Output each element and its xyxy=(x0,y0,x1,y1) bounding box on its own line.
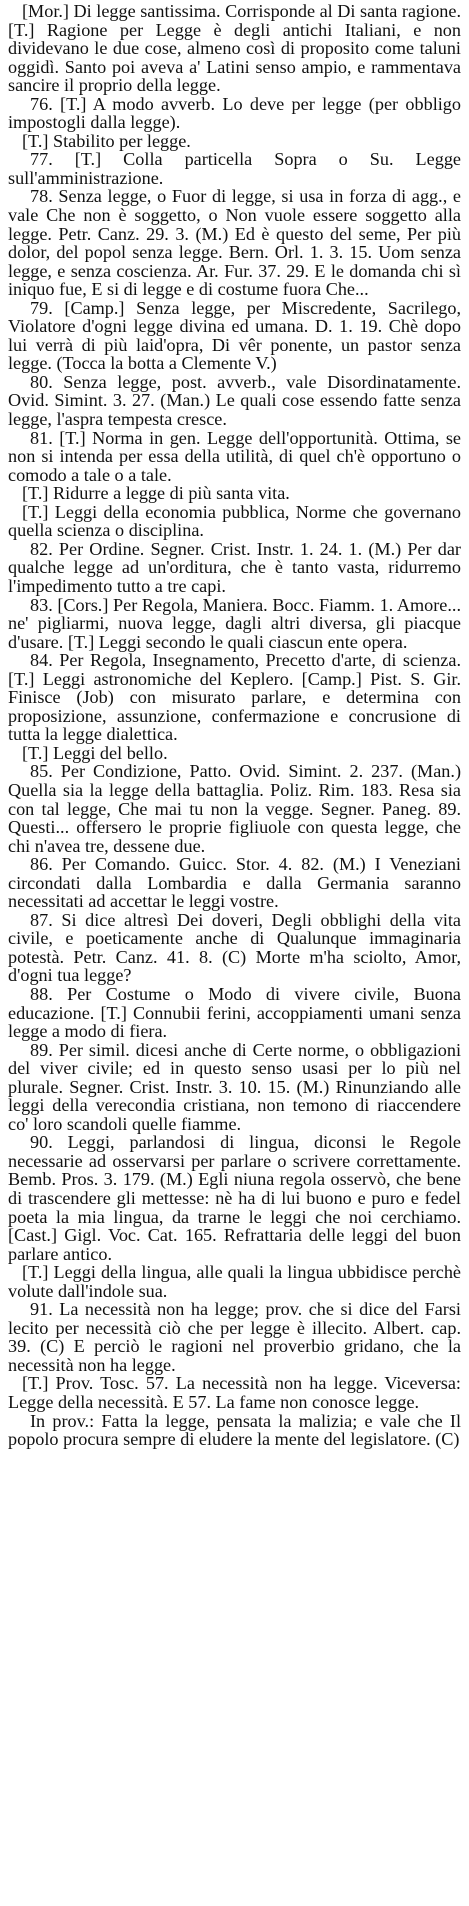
entry-paragraph: 91. La necessità non ha legge; prov. che si dice del Farsi lecito per necessità ciò che per legge è illecito. Albert. cap. 39. (C) E perciò le ragioni nel proverbio gridano, che la necessità non ha legge. xyxy=(8,1299,461,1375)
entry-paragraph: 76. [T.] A modo avverb. Lo deve per legge (per obbligo impostogli dalla legge). xyxy=(8,93,461,133)
entry-paragraph: 79. [Camp.] Senza legge, per Miscredente, Sacrilego, Violatore d'ogni legge divina ed umana. D. 1. 19. Chè dopo lui verrà di più laid'opra, Di vêr ponente, un pastor senza legge. (Tocca la botta a Clemente V.) xyxy=(8,297,461,374)
entry-paragraph: 89. Per simil. dicesi anche di Certe norme, o obbligazioni del viver civile; ed in questo senso usasi per lo più nel plurale. Segner. Crist. Instr. 3. 10. 15. (M.) Rinunziando alle leggi della verecondia cristiana, non temono di riaccendere co' loro scandoli quelle fiamme. xyxy=(8,1039,461,1134)
entry-paragraph: 88. Per Costume o Modo di vivere civile, Buona educazione. [T.] Connubii ferini, accoppiamenti umani senza legge a modo di fiera. xyxy=(8,983,461,1042)
entry-paragraph: [Mor.] Di legge santissima. Corrisponde al Di santa ragione. [T.] Ragione per Legge è degli antichi Italiani, e non dividevano le due cose, almeno così di proposito come taluni oggidì. Santo poi aveva a' Latini senso ampio, e rammentava sancire il proprio della legge. xyxy=(8,1,461,96)
entry-paragraph: 90. Leggi, parlandosi di lingua, diconsi le Regole necessarie ad osservarsi per parlare o scrivere correttamente. Bemb. Pros. 3. 179. (M.) Egli niuna regola osservò, che bene di trascendere gli mettesse: nè ha di lui buono e puro e fedel poeta la mia lingua, da trarne le leggi che noi cerchiamo. [Cast.] Gigl. Voc. Cat. 165. Refrattaria delle leggi del buon parlare antico. xyxy=(8,1132,461,1264)
entry-paragraph: 86. Per Comando. Guicc. Stor. 4. 82. (M.) I Veneziani circondati dalla Lombardia e dalla Germania saranno necessitati ad accettar le leggi vostre. xyxy=(8,854,461,912)
entry-paragraph: [T.] Stabilito per legge. xyxy=(22,130,191,151)
entry-paragraph: In prov.: Fatta la legge, pensata la malizia; e vale che Il popolo procura sempre di eludere la mente del legislatore. (C) xyxy=(8,1410,461,1450)
entry-paragraph: [T.] Leggi del bello. xyxy=(22,742,168,763)
entry-paragraph: [T.] Leggi della lingua, alle quali la lingua ubbidisce perchè volute dall'indole sua. xyxy=(8,1262,461,1301)
entry-paragraph: 83. [Cors.] Per Regola, Maniera. Bocc. Fiamm. 1. Amore... ne' pigliarmi, nuova legge, dagli altri diversa, gli piacque d'usare. [T.] Leggi secondo le quali ciascun ente opera. xyxy=(8,594,461,652)
entry-paragraph: 80. Senza legge, post. avverb., vale Disordinatamente. Ovid. Simint. 3. 27. (Man.) Le quali cose essendo fatte senza legge, l'aspra tempesta cresce. xyxy=(8,371,461,430)
entry-paragraph: 77. [T.] Colla particella Sopra o Su. Legge sull'amministrazione. xyxy=(8,149,461,188)
entry-paragraph: [T.] Prov. Tosc. 57. La necessità non ha legge. Viceversa: Legge della necessità. E 57. La fame non conosce legge. xyxy=(8,1373,461,1413)
entry-paragraph: [T.] Ridurre a legge di più santa vita. xyxy=(22,483,290,504)
entry-paragraph: [T.] Leggi della economia pubblica, Norme che governano quella scienza o disciplina. xyxy=(8,501,461,541)
entry-paragraph: 84. Per Regola, Insegnamento, Precetto d'arte, di scienza. [T.] Leggi astronomiche del Keplero. [Camp.] Pist. S. Gir. Finisce (Job) con misurato parlare, e determina con proposizione, assunzione, confermazione e concrusione di tutta la legge dialettica. xyxy=(8,650,461,745)
entry-paragraph: 78. Senza legge, o Fuor di legge, si usa in forza di agg., e vale Che non è soggetto, o Non vuole essere soggetto alla legge. Petr. Canz. 29. 3. (M.) Ed è questo del seme, Per più dolor, del popol senza legge. Bern. Orl. 1. 3. 15. Uom senza legge, e senza coscienza. Ar. Fur. 37. 29. E le domanda chi sì iniquo fue, E si di legge e di costume fuora Che... xyxy=(8,186,461,300)
entry-paragraph: 87. Si dice altresì Dei doveri, Degli obblighi della vita civile, e poeticamente anche di Qualunque immaginaria potestà. Petr. Canz. 41. 8. (C) Morte m'ha sciolto, Amor, d'ogni tua legge? xyxy=(8,909,461,986)
entry-paragraph: 81. [T.] Norma in gen. Legge dell'opportunità. Ottima, se non si intenda per essa della utilità, di quel ch'è opportuno o comodo a tale o a tale. xyxy=(8,427,461,485)
entry-paragraph: 85. Per Condizione, Patto. Ovid. Simint. 2. 237. (Man.) Quella sia la legge della battaglia. Poliz. Rim. 183. Resa sia con tal legge, Che mai tu non la vegge. Segner. Paneg. 89. Questi... offersero le proprie figliuole con questa legge, che chi n'avea tre, dessene due. xyxy=(8,761,461,856)
entry-paragraph: 82. Per Ordine. Segner. Crist. Instr. 1. 24. 1. (M.) Per dar qualche legge ad un'orditura, che è tanto vasta, ridurremo l'impedimento tutto a tre capi. xyxy=(8,538,461,596)
